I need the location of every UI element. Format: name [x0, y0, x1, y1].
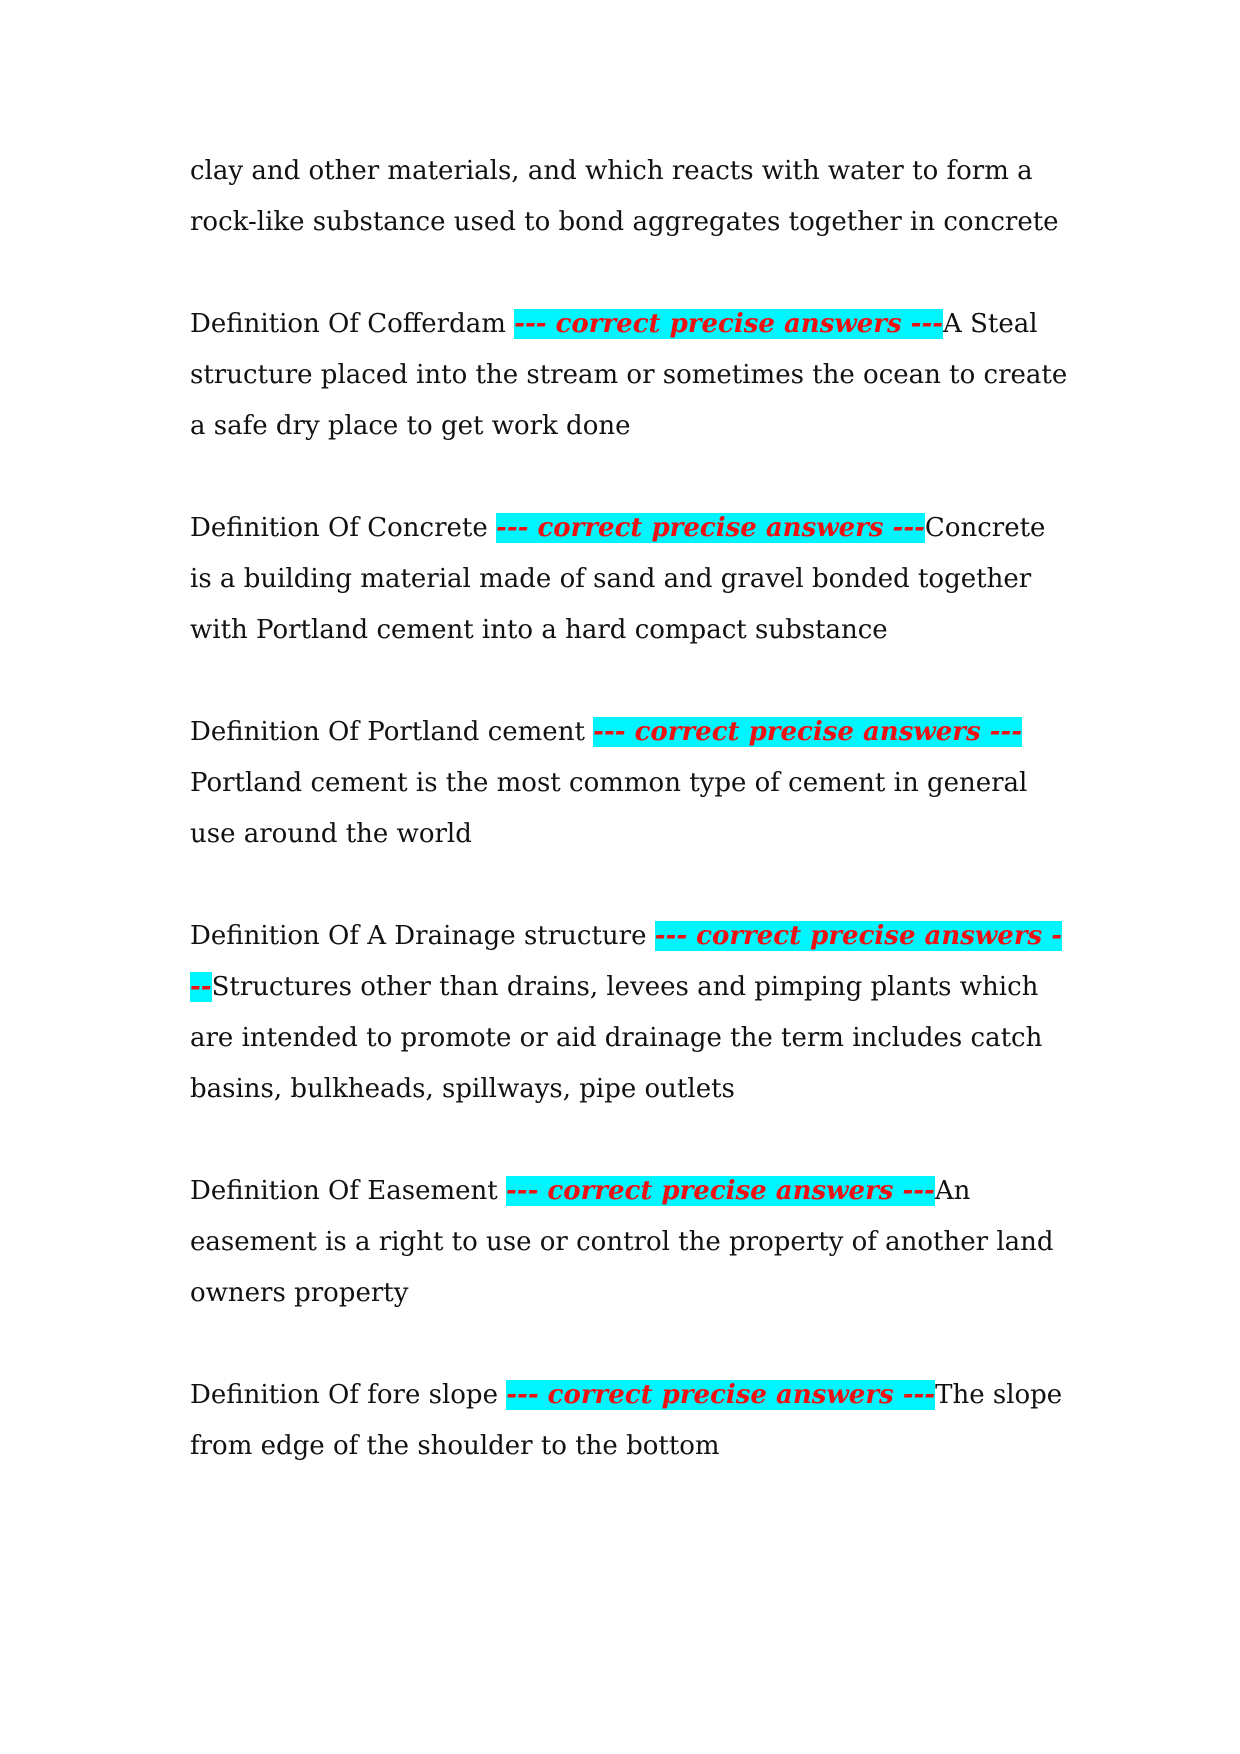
answer-marker: --- correct precise answers ---	[593, 717, 1023, 747]
definition-concrete	[190, 503, 1070, 656]
definition-text: The slope from edge of the shoulder to the bottom	[190, 1380, 1063, 1461]
term-label: Definition Of fore slope	[190, 1380, 507, 1410]
term-label: Definition Of A Drainage structure	[190, 921, 655, 951]
answer-marker: --- correct precise answers ---	[514, 309, 944, 339]
definition-text: A Steal structure placed into the stream or sometimes the ocean to create a safe dry place to get work done	[190, 309, 1068, 441]
definition-text: Structures other than drains, levees and pimping plants which are intended to promote or aid drainage the term includes catch basins, bulkheads, spillways, pipe outlets	[190, 972, 1043, 1104]
definition-fore-slope	[190, 1370, 1070, 1472]
definition-cofferdam	[190, 299, 1070, 452]
definition-portland-cement	[190, 707, 1070, 860]
intro-text: clay and other materials, and which reacts with water to form a rock-like substance used to bond aggregates together in concrete	[190, 156, 1059, 237]
answer-marker: --- correct precise answers ---	[505, 1176, 935, 1206]
intro-paragraph	[190, 146, 1070, 248]
definition-drainage-structure	[190, 911, 1070, 1115]
document-page	[190, 146, 1070, 1523]
definition-text: Portland cement is the most common type of cement in general use around the world	[190, 768, 1028, 849]
answer-marker: --- correct precise answers ---	[496, 513, 925, 543]
term-label: Definition Of Concrete	[190, 513, 497, 543]
term-label: Definition Of Portland cement	[190, 717, 594, 747]
definition-text: An easement is a right to use or control the property of another land owners property	[190, 1176, 1054, 1308]
definition-text: Concrete is a building material made of sand and gravel bonded together with Portland cement into a hard compact substance	[190, 513, 1046, 645]
definition-easement	[190, 1166, 1070, 1319]
term-label: Definition Of Easement	[190, 1176, 506, 1206]
answer-marker: --- correct precise answers ---	[190, 921, 1063, 1002]
term-label: Definition Of Cofferdam	[190, 309, 515, 339]
answer-marker: --- correct precise answers ---	[506, 1380, 936, 1410]
